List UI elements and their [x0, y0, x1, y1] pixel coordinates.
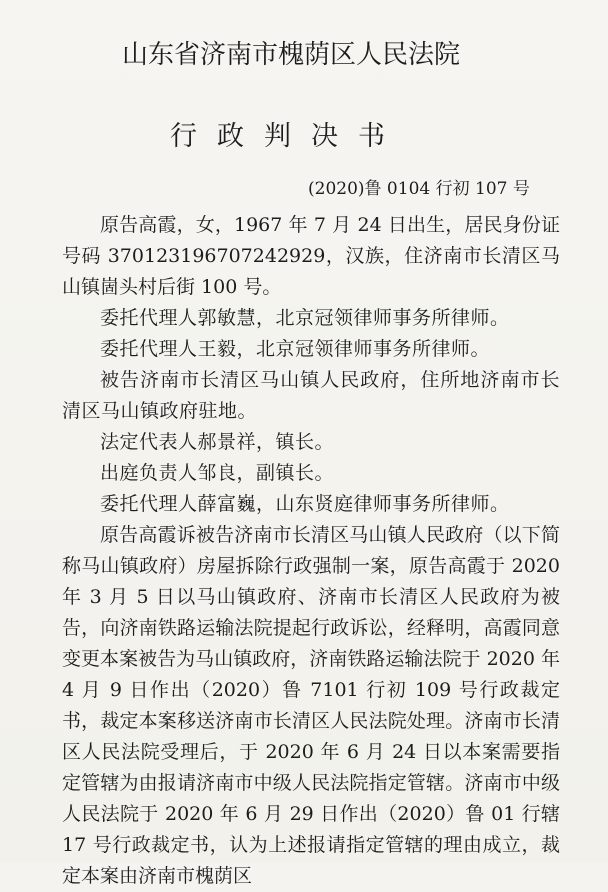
legal-representative: 法定代表人郝景祥，镇长。	[100, 431, 335, 453]
court-name: 山东省济南市槐荫区人民法院	[122, 40, 461, 70]
court-appearance-officer: 出庭负责人邹良，副镇长。	[100, 462, 335, 484]
defendant-paragraph: 被告济南市长清区马山镇人民政府，住所地济南市长清区马山镇政府驻地。	[62, 369, 560, 422]
case-number: (2020)鲁 0104 行初 107 号	[308, 179, 530, 199]
defendant-agent: 委托代理人薛富巍，山东贤庭律师事务所律师。	[100, 493, 510, 515]
plaintiff-agent-2: 委托代理人王毅，北京冠领律师事务所律师。	[100, 338, 491, 360]
judgment-body	[62, 210, 560, 892]
plaintiff-agent-1: 委托代理人郭敏慧，北京冠领律师事务所律师。	[100, 307, 510, 329]
document-title: 行政判决书	[170, 121, 405, 152]
case-history-paragraph: 原告高霞诉被告济南市长清区马山镇人民政府（以下简称马山镇政府）房屋拆除行政强制一案，原告高霞于 2020 年 3 月 5 日以马山镇政府、济南市长清区人民政府为被告，向济南铁路运输法院提起行政诉讼，经释明，高霞同意变更本案被告为马山镇政府，济南铁路运输法院于 2020 年 4 月 9 日作出（2020）鲁 7101 行初 109 号行政裁定书，裁定本案移送济南市长清区人民法院处理。济南市长清区人民法院受理后，于 2020 年 6 月 24 日以本案需要指定管辖为由报请济南市中级人民法院指定管辖。济南市中级人民法院于 2020 年 6 月 29 日作出（2020）鲁 01 行辖 17 号行政裁定书，认为上述报请指定管辖的理由成立，裁定本案由济南市槐荫区	[62, 524, 560, 887]
plaintiff-paragraph: 原告高霞，女，1967 年 7 月 24 日出生，居民身份证号码 370123196707242929，汉族，住济南市长清区马山镇崮头村后街 100 号。	[62, 214, 560, 298]
